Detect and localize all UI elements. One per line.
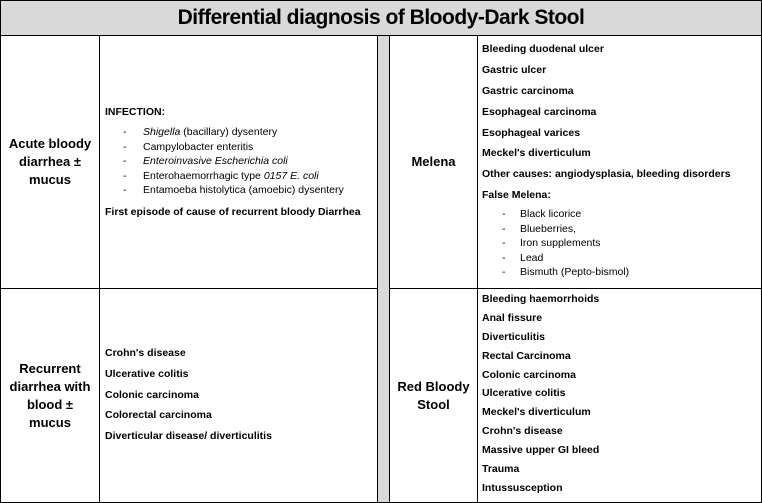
infection-item — [105, 169, 375, 184]
infection-organism: 0157 E. coli — [263, 169, 319, 182]
melena-item: Bleeding duodenal ulcer — [482, 43, 604, 55]
melena-list — [482, 39, 760, 185]
red-stool-item: Bleeding haemorrhoids — [482, 293, 600, 305]
recurrent-item: Crohn's disease — [105, 347, 186, 359]
recurrent-item: Ulcerative colitis — [105, 367, 189, 380]
red-stool-item: Meckel's diverticulum — [482, 406, 591, 419]
false-melena-item: - Iron supplements — [482, 236, 760, 251]
recurrent-item: Colonic carcinoma — [105, 388, 199, 401]
melena-item: Other causes: angiodysplasia, bleeding disorders — [482, 168, 731, 181]
red-stool-item: Massive upper GI bleed — [482, 444, 600, 457]
melena-item: Esophageal varices — [482, 126, 581, 139]
acute-content — [105, 103, 375, 220]
page-title: Differential diagnosis of Bloody-Dark Stool — [1, 1, 761, 36]
infection-text: Enterohaemorrhagic type — [143, 169, 264, 182]
recurrent-item: Diverticular disease/ diverticulitis — [105, 430, 272, 443]
false-melena-item: - Black licorice — [482, 207, 760, 222]
melena-label: Melena — [411, 154, 456, 169]
acute-label: Acute bloody diarrhea ± mucus — [8, 136, 92, 187]
red-stool-item: Ulcerative colitis — [482, 387, 566, 400]
false-melena-item: - Bismuth (Pepto-bismol) — [482, 265, 760, 280]
divider — [477, 36, 478, 502]
red-stool-label: Red Bloody Stool — [397, 378, 470, 412]
infection-text: Campylobacter enteritis — [143, 140, 254, 153]
red-stool-item: Diverticulitis — [482, 330, 546, 343]
red-stool-list — [482, 290, 760, 498]
false-melena-item: - Lead — [482, 251, 760, 266]
recurrent-item: Colorectal carcinoma — [105, 409, 212, 422]
infection-item — [105, 154, 375, 169]
infection-heading: INFECTION: — [105, 106, 166, 118]
red-stool-item: Trauma — [482, 463, 520, 476]
red-stool-item: Anal fissure — [482, 311, 543, 324]
infection-organism: Enteroinvasive Escherichia coli — [143, 155, 288, 167]
divider — [99, 36, 100, 502]
recurrent-label: Recurrent diarrhea with blood ± mucus — [9, 360, 91, 430]
acute-note: First episode of cause of recurrent bloody Diarrhea — [105, 205, 361, 218]
red-stool-item: Rectal Carcinoma — [482, 349, 571, 362]
melena-item: Gastric ulcer — [482, 63, 547, 76]
infection-item — [105, 140, 375, 155]
red-stool-item: Colonic carcinoma — [482, 368, 576, 381]
column-separator — [377, 36, 390, 502]
infection-item — [105, 125, 375, 140]
melena-item: Meckel's diverticulum — [482, 147, 591, 160]
infection-list — [105, 125, 375, 198]
recurrent-list — [105, 343, 375, 447]
infection-text: Entamoeba histolytica (amoebic) dysentery — [143, 184, 344, 196]
melena-item: Gastric carcinoma — [482, 84, 574, 97]
false-melena-list — [482, 207, 760, 280]
infection-organism: Shigella — [143, 126, 181, 138]
red-stool-item: Intussusception — [482, 481, 563, 494]
melena-item: Esophageal carcinoma — [482, 105, 597, 118]
infection-text: (bacillary) dysentery — [180, 126, 278, 138]
infection-item — [105, 183, 375, 198]
red-stool-item: Crohn's disease — [482, 425, 563, 438]
false-melena-heading: False Melena: — [482, 189, 551, 202]
false-melena-item: - Blueberries, — [482, 222, 760, 237]
melena-content — [482, 39, 760, 280]
